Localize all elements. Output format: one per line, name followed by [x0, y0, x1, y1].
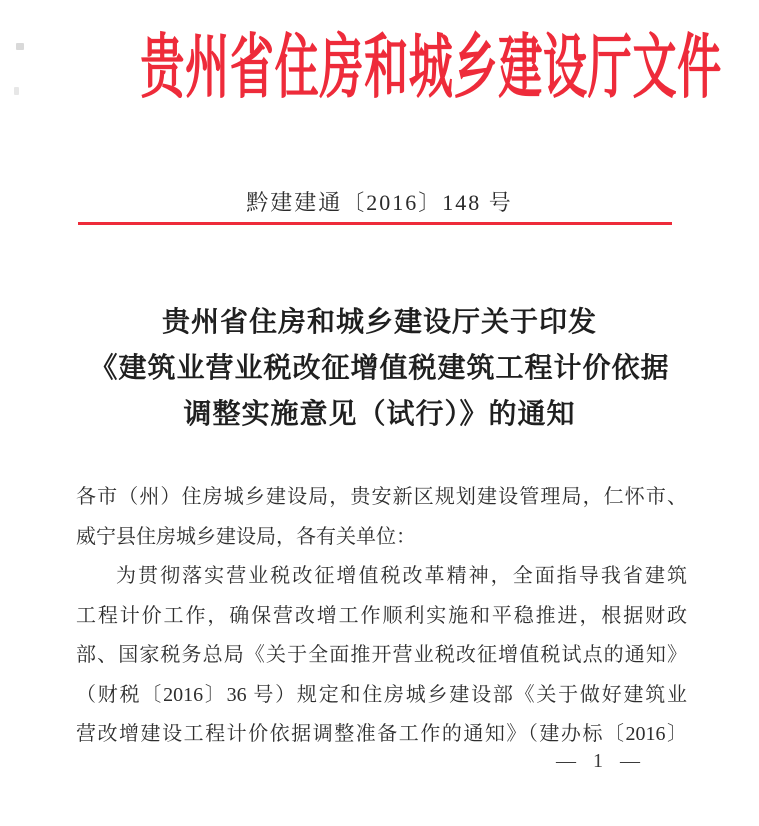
document-number: 黔建建通〔2016〕148 号: [246, 190, 513, 215]
document-title-line-3: 调整实施意见（试行）》的通知: [183, 399, 576, 430]
letterhead-title: 贵州省住房和城乡建设厅文件: [140, 30, 722, 107]
scan-artifact: [14, 87, 19, 95]
paragraph-line: 营改增建设工程计价依据调整准备工作的通知》（建办标〔2016〕: [76, 723, 687, 745]
paragraph-line: 为贯彻落实营业税改征增值税改革精神，全面指导我省建筑: [116, 565, 687, 587]
document-title: [0, 300, 759, 438]
document-body: [76, 478, 687, 755]
salutation-line: 各市（州）住房城乡建设局，贵安新区规划建设管理局，仁怀市、: [76, 486, 687, 508]
scan-artifact: [16, 43, 24, 50]
page-number: — 1 —: [556, 750, 646, 772]
document-title-line-2: 《建筑业营业税改征增值税建筑工程计价依据: [89, 353, 670, 384]
paragraph-line: （财税〔2016〕36 号）规定和住房城乡建设部《关于做好建筑业: [76, 683, 687, 706]
red-divider-line: [78, 222, 672, 225]
paragraph-line: 部、国家税务总局《关于全面推开营业税改征增值税试点的通知》: [76, 644, 687, 666]
paragraph-line: 工程计价工作，确保营改增工作顺利实施和平稳推进，根据财政: [76, 604, 687, 627]
document-title-line-1: 贵州省住房和城乡建设厅关于印发: [161, 307, 597, 338]
salutation-line: 威宁县住房城乡建设局，各有关单位：: [76, 525, 416, 548]
